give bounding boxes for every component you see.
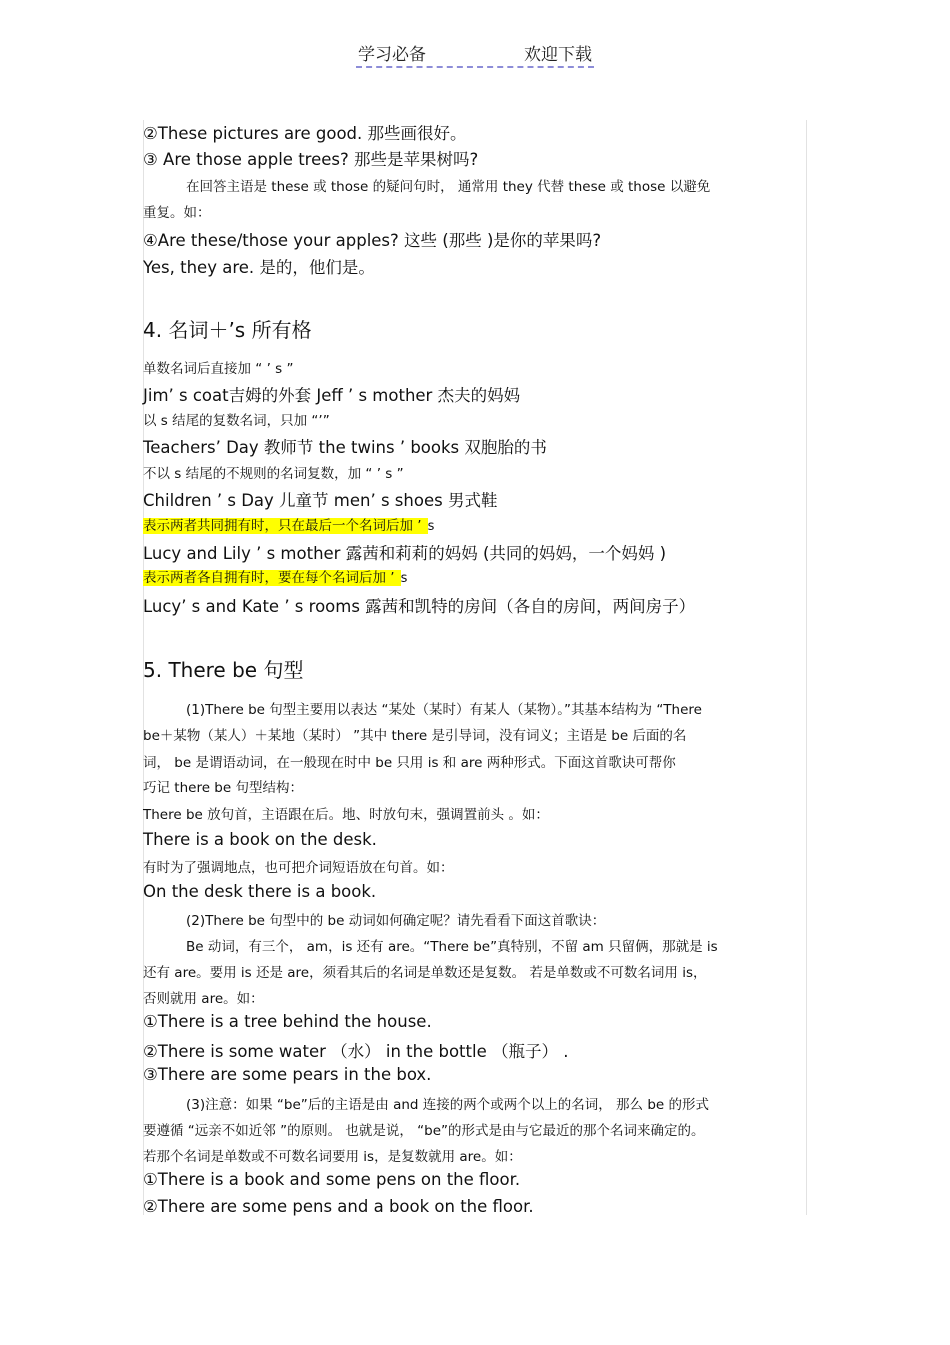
example-line: On the desk there is a book.	[143, 882, 377, 901]
example-line: ②These pictures are good. 那些画很好。	[143, 124, 467, 143]
example-line: ①There is a book and some pens on the floor.	[143, 1170, 521, 1189]
explanation-text: (2)There be 句型中的 be 动词如何确定呢？请先看看下面这首歌诀：	[186, 913, 606, 929]
example-line: ③There are some pears in the box.	[143, 1065, 432, 1084]
example-line: Children ’ s Day 儿童节 men’ s shoes 男式鞋	[143, 491, 498, 510]
explanation-text: (3)注意：如果 “be”后的主语是由 and 连接的两个或两个以上的名词， 那么 be 的形式	[186, 1097, 710, 1113]
explanation-text: 否则就用 are。如：	[143, 991, 264, 1007]
explanation-text: (1)There be 句型主要用以表达 “某处（某时）有某人（某物）。”其基本结构为 “There	[186, 702, 702, 718]
example-line: Teachers’ Day 教师节 the twins ’ books 双胞胎的书	[143, 438, 547, 457]
rule-text: 以 s 结尾的复数名词，只加 “’”	[143, 413, 330, 429]
highlight-text: 表示两者共同拥有时，只在最后一个名词后加 ’	[143, 518, 428, 534]
explanation-text: 巧记 there be 句型结构：	[143, 780, 303, 796]
example-line: ③ Are those apple trees? 那些是苹果树吗?	[143, 150, 479, 169]
example-line: Lucy’ s and Kate ’ s rooms 露茜和凯特的房间（各自的房间，两间房子）	[143, 597, 696, 616]
explanation-text: 在回答主语是 these 或 those 的疑问句时， 通常用 they 代替 these 或 those 以避免	[186, 179, 711, 195]
explanation-text: 要遵循 “远亲不如近邻 ”的原则。 也就是说， “be”的形式是由与它最近的那个名词来确定的。	[143, 1123, 705, 1139]
highlighted-rule	[143, 514, 434, 534]
explanation-text: 词， be 是谓语动词，在一般现在时中 be 只用 is 和 are 两种形式。下面这首歌诀可帮你	[143, 755, 676, 771]
example-line: ②There are some pens and a book on the floor.	[143, 1197, 534, 1216]
rule-text: 不以 s 结尾的不规则的名词复数，加 “ ’ s ”	[143, 466, 404, 482]
example-line: Yes, they are. 是的，他们是。	[143, 258, 375, 277]
explanation-text: 重复。如：	[143, 205, 211, 221]
explanation-text: be＋某物（某人）＋某地（某时） ”其中 there 是引导词，没有词义；主语是 be 后面的名	[143, 728, 687, 744]
explanation-text: Be 动词，有三个， am，is 还有 are。“There be”真特别，不留 am 只留俩，那就是 is	[186, 939, 718, 955]
example-line: Jim’ s coat吉姆的外套 Jeff ’ s mother 杰夫的妈妈	[143, 386, 521, 405]
section-heading-4: 4. 名词＋’s 所有格	[143, 318, 312, 342]
right-margin-line	[806, 120, 807, 1215]
header-right-text: 欢迎下载	[524, 45, 592, 65]
highlight-text: 表示两者各自拥有时，要在每个名词后加 ’	[143, 570, 401, 586]
highlight-tail: s	[400, 571, 408, 586]
page-header	[356, 40, 594, 68]
explanation-text: 还有 are。要用 is 还是 are，须看其后的名词是单数还是复数。 若是单数或不可数名词用 is，	[143, 965, 707, 981]
explanation-text: There be 放句首，主语跟在后。地、时放句末，强调置前头 。如：	[143, 807, 549, 823]
section-heading-5: 5. There be 句型	[143, 658, 304, 682]
example-line: ②There is some water （水） in the bottle （瓶子） .	[143, 1042, 569, 1061]
example-line: ④Are these/those your apples? 这些 (那些 )是你的苹果吗?	[143, 231, 602, 250]
example-line: Lucy and Lily ’ s mother 露茜和莉莉的妈妈 (共同的妈妈，一个妈妈 )	[143, 544, 667, 563]
example-line: There is a book on the desk.	[143, 830, 377, 849]
explanation-text: 若那个名词是单数或不可数名词要用 is，是复数就用 are。如：	[143, 1149, 522, 1165]
explanation-text: 有时为了强调地点，也可把介词短语放在句首。如：	[143, 860, 454, 876]
highlighted-rule	[143, 566, 407, 586]
example-line: ①There is a tree behind the house.	[143, 1012, 432, 1031]
highlight-tail: s	[427, 519, 435, 534]
header-left-text: 学习必备	[358, 45, 426, 65]
rule-text: 单数名词后直接加 “ ’ s ”	[143, 361, 294, 377]
